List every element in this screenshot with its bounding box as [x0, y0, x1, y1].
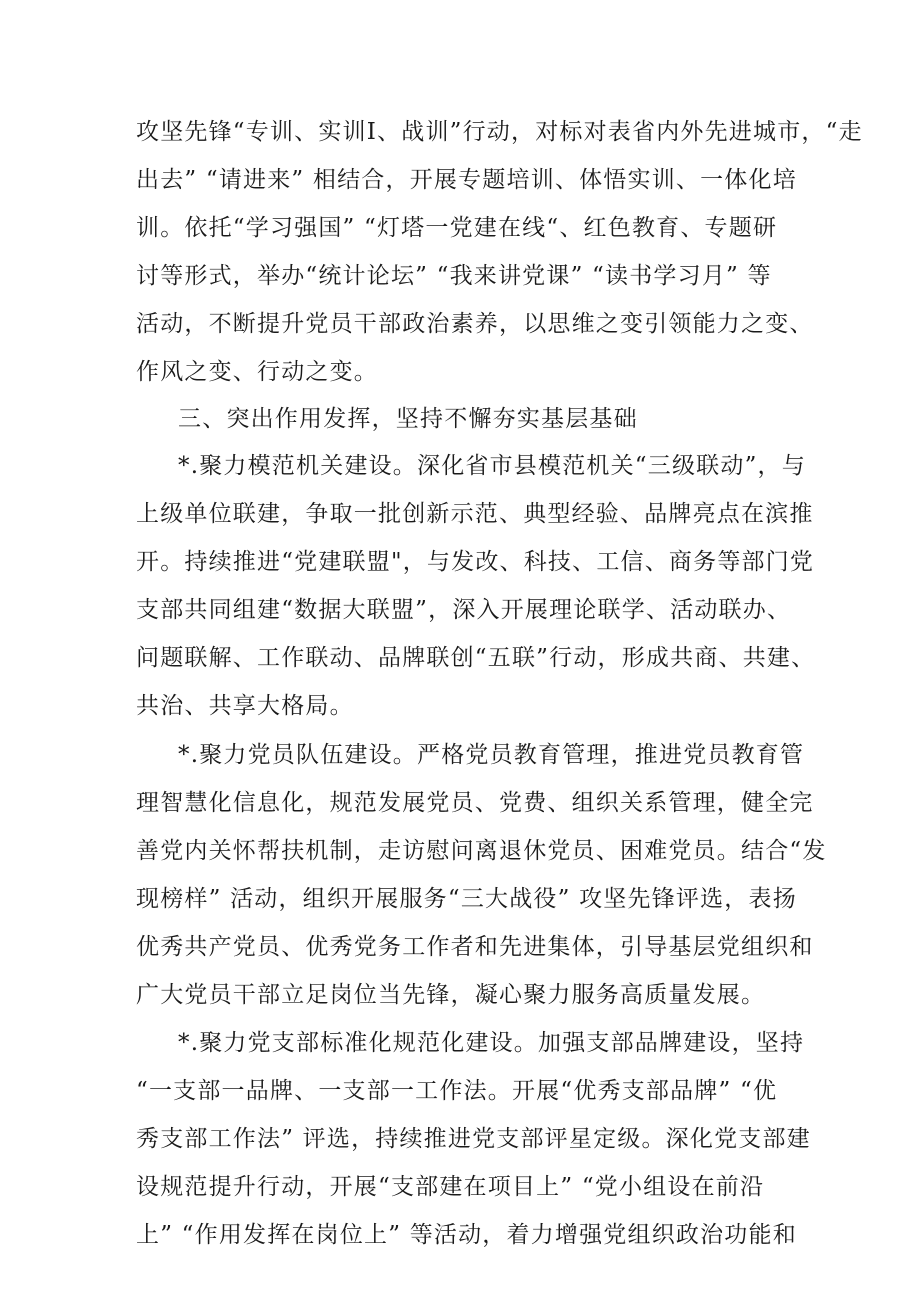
paragraph-line: 问题联解、工作联动、品牌联创“五联”行动，形成共商、共建、 [136, 645, 816, 671]
paragraph-line: 善党内关怀帮扶机制，走访慰问离退休党员、困难党员。结合“发 [136, 838, 827, 864]
paragraph-line: “一支部一品牌、一支部一工作法。开展“优秀支部品牌” “优 [136, 1078, 778, 1104]
paragraph-line: 现榜样” 活动，组织开展服务“三大战役” 攻坚先锋评选，表扬 [136, 886, 797, 912]
paragraph-line: 训。依托“学习强国” “灯塔一党建在线“、红色教育、专题研 [136, 215, 778, 241]
paragraph-line: 支部共同组建“数据大联盟”，深入开展理论联学、活动联办、 [136, 597, 792, 623]
paragraph-first-line: *.聚力党支部标准化规范化建设。加强支部品牌建设，坚持 [178, 1030, 805, 1056]
paragraph-line: 共治、共享大格局。 [136, 693, 354, 719]
paragraph-first-line: *.聚力党员队伍建设。严格党员教育管理，推进党员教育管 [178, 742, 805, 768]
paragraph-line: 上” “作用发挥在岗位上” 等活动，着力增强党组织政治功能和 [136, 1222, 797, 1248]
paragraph-line: 作风之变、行动之变。 [136, 359, 378, 385]
paragraph-line: 活动，不断提升党员干部政治素养，以思维之变引领能力之变、 [136, 311, 814, 337]
paragraph-line: 攻坚先锋“专训、实训I、战训”行动，对标对表省内外先进城市，“走 [136, 119, 863, 145]
paragraph-line: 优秀共产党员、优秀党务工作者和先进集体，引导基层党组织和 [136, 934, 814, 960]
paragraph-line: 秀支部工作法” 评选，持续推进党支部评星定级。深化党支部建 [136, 1126, 811, 1152]
paragraph-line: 上级单位联建，争取一批创新示范、典型经验、品牌亮点在滨推 [136, 501, 814, 527]
paragraph-line: 讨等形式，举办“统计论坛” “我来讲党课” “读书学习月” 等 [136, 263, 772, 289]
paragraph-line: 出去” “请进来” 相结合，开展专题培训、体悟实训、一体化培 [136, 167, 797, 193]
section-heading: 三、突出作用发挥，坚持不懈夯实基层基础 [178, 406, 638, 432]
paragraph-first-line: *.聚力模范机关建设。深化省市县模范机关“三级联动”，与 [178, 453, 806, 479]
paragraph-line: 开。持续推进“党建联盟"，与发改、科技、工信、商务等部门党 [136, 549, 815, 575]
paragraph-line: 设规范提升行动，开展“支部建在项目上” “党小组设在前沿 [136, 1174, 765, 1200]
paragraph-line: 广大党员干部立足岗位当先锋，凝心聚力服务高质量发展。 [136, 982, 766, 1008]
paragraph-line: 理智慧化信息化，规范发展党员、党费、组织关系管理，健全完 [136, 790, 814, 816]
